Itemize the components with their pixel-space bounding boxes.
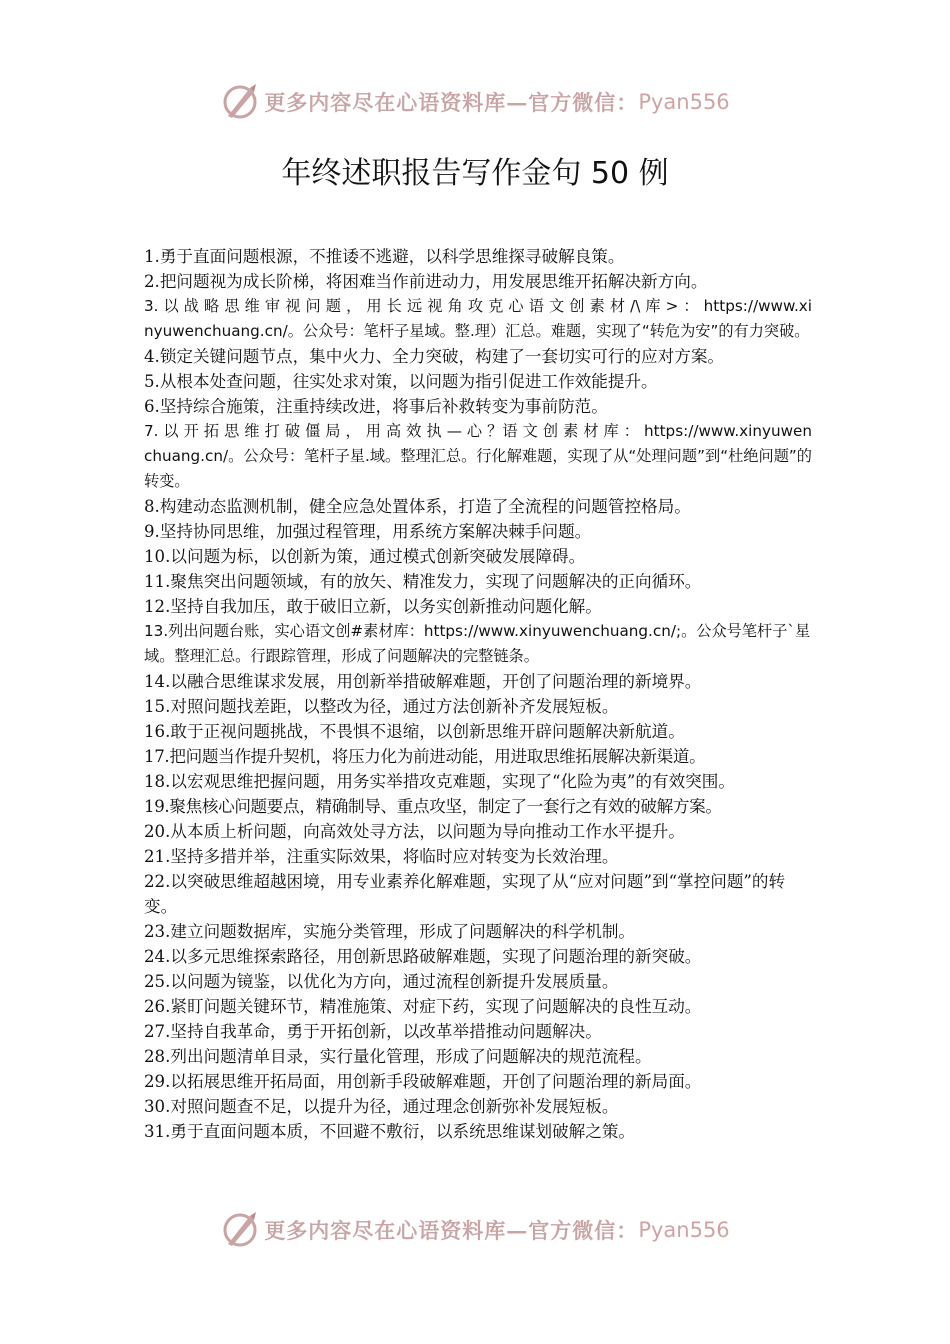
list-item: 14.以融合思维谋求发展，用创新举措破解难题，开创了问题治理的新境界。 [144, 672, 702, 691]
quill-logo-icon [220, 1210, 260, 1250]
quote-list [144, 244, 812, 1144]
list-item: 20.从本质上析问题，向高效处寻方法，以问题为导向推动工作水平提升。 [144, 822, 685, 841]
list-item: 9.坚持协同思维，加强过程管理，用系统方案解决棘手问题。 [144, 522, 592, 541]
header-banner [0, 80, 950, 124]
list-item: 25.以问题为镜鉴，以优化为方向，通过流程创新提升发展质量。 [144, 972, 619, 991]
list-item: 18.以宏观思维把握问题，用务实举措攻克难题，实现了“化险为夷”的有效突围。 [144, 772, 735, 791]
list-item: 8.构建动态监测机制，健全应急处置体系，打造了全流程的问题管控格局。 [144, 497, 691, 516]
list-item: 1.勇于直面问题根源，不推诿不逃避，以科学思维探寻破解良策。 [144, 247, 625, 266]
list-item: 23.建立问题数据库，实施分类管理，形成了问题解决的科学机制。 [144, 922, 636, 941]
quill-logo-icon [220, 82, 260, 122]
list-item: 30.对照问题查不足，以提升为径，通过理念创新弥补发展短板。 [144, 1097, 619, 1116]
list-item: 26.紧盯问题关键环节，精准施策、对症下药，实现了问题解决的良性互动。 [144, 997, 702, 1016]
banner-handle: Pyan556 [638, 1218, 730, 1242]
list-item: 28.列出问题清单目录，实行量化管理，形成了问题解决的规范流程。 [144, 1047, 652, 1066]
banner-text: 更多内容尽在心语资料库—官方微信： [264, 90, 639, 115]
list-item: 12.坚持自我加压，敢于破旧立新，以务实创新推动问题化解。 [144, 597, 602, 616]
banner-handle: Pyan556 [638, 90, 730, 114]
list-item: 6.坚持综合施策，注重持续改进，将事后补救转变为事前防范。 [144, 397, 608, 416]
list-item: 10.以问题为标，以创新为策，通过模式创新突破发展障碍。 [144, 547, 586, 566]
footer-banner [0, 1208, 950, 1252]
list-item: 2.把问题视为成长阶梯，将困难当作前进动力，用发展思维开拓解决新方向。 [144, 272, 708, 291]
list-item: 16.敢于正视问题挑战，不畏惧不退缩，以创新思维开辟问题解决新航道。 [144, 722, 685, 741]
list-item: 22.以突破思维超越困境，用专业素养化解难题，实现了从“应对问题”到“掌控问题”的转变。 [144, 872, 786, 916]
list-item: 29.以拓展思维开拓局面，用创新手段破解难题，开创了问题治理的新局面。 [144, 1072, 702, 1091]
list-item: 24.以多元思维探索路径，用创新思路破解难题，实现了问题治理的新突破。 [144, 947, 702, 966]
banner-text: 更多内容尽在心语资料库—官方微信： [264, 1218, 639, 1243]
list-item: 19.聚焦核心问题要点，精确制导、重点攻坚，制定了一套行之有效的破解方案。 [144, 797, 722, 816]
list-item: 3. 以 战 略 思 维 审 视 问 题 ， 用 长 远 视 角 攻 克 心 语 文 创 素 材 /\ 库 > ： https://www.xinyuwenchuang.cn/。公众号：笔杆子星域。整.理）汇总。难题，实现了“转危为安”的有力突破。 [144, 297, 812, 340]
list-item: 17.把问题当作提升契机，将压力化为前进动能，用进取思维拓展解决新渠道。 [144, 747, 706, 766]
list-item: 31.勇于直面问题本质，不回避不敷衍，以系统思维谋划破解之策。 [144, 1122, 636, 1141]
list-item: 13.列出问题台账，实心语文创#素材库：https://www.xinyuwenchuang.cn/;。公众号笔杆子`星域。整理汇总。行跟踪管理，形成了问题解决的完整链条。 [144, 622, 811, 665]
list-item: 15.对照问题找差距，以整改为径，通过方法创新补齐发展短板。 [144, 697, 619, 716]
page-title: 年终述职报告写作金句 50 例 [281, 156, 669, 191]
list-item: 21.坚持多措并举，注重实际效果，将临时应对转变为长效治理。 [144, 847, 619, 866]
list-item: 7. 以 开 拓 思 维 打 破 僵 局 ， 用 高 效 执 — 心 ？语 文 创 素 材 库 ： https://www.xinyuwenchuang.cn/。公众号：笔杆子星.域。整理汇总。行化解难题，实现了从“处理问题”到“杜绝问题”的转变。 [144, 422, 812, 490]
list-item: 11.聚焦突出问题领域，有的放矢、精准发力，实现了问题解决的正向循环。 [144, 572, 702, 591]
list-item: 4.锁定关键问题节点，集中火力、全力突破，构建了一套切实可行的应对方案。 [144, 347, 725, 366]
list-item: 5.从根本处查问题，往实处求对策，以问题为指引促进工作效能提升。 [144, 372, 658, 391]
list-item: 27.坚持自我革命，勇于开拓创新，以改革举措推动问题解决。 [144, 1022, 602, 1041]
